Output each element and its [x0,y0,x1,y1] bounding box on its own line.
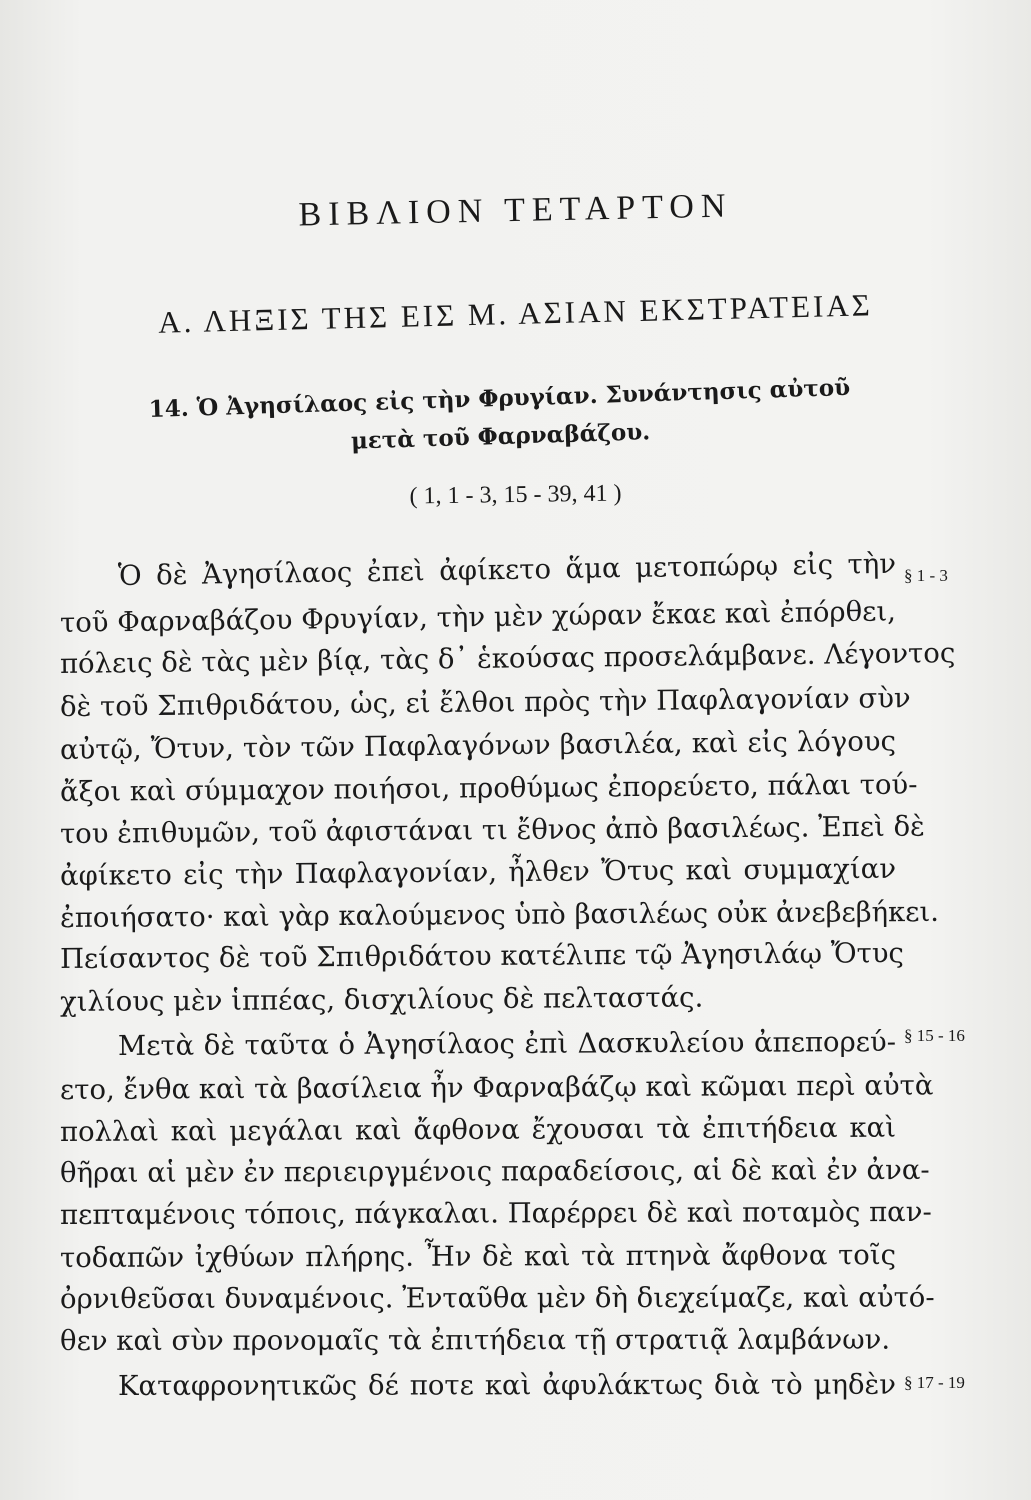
section-title: Α. ΛΗΞΙΣ ΤΗΣ ΕΙΣ Μ. ΑΣΙΑΝ ΕΚΣΤΡΑΤΕΙΑΣ [157,287,874,340]
text-line: πεπταμένοις τόποις, πάγκαλαι. Παρέρρει δὲ καὶ ποταμὸς παν- [59,1195,932,1231]
text-line: θῆραι αἱ μὲν ἐν περιειργμένοις παραδείσοις, αἱ δὲ καὶ ἐν ἀνα- [59,1153,930,1189]
margin-section-ref: § 17 - 19 [904,1373,965,1392]
margin-section-ref: § 1 - 3 [904,566,948,585]
text-line: ἄξοι καὶ σύμμαχον ποιήσοι, προθύμως ἐπορεύετο, πάλαι τού- [59,768,918,808]
chapter-heading [99,367,901,468]
chapter-number: 14. [148,394,190,424]
text-line: ἀφίκετο εἰς τὴν Παφλαγονίαν, ἦλθεν Ὄτυς καὶ συμμαχίαν [59,852,897,892]
text-line: τοδαπῶν ἰχθύων πλήρης. Ἦν δὲ καὶ τὰ πτηνὰ ἄφθονα τοῖς [59,1239,897,1274]
text-line: αὐτῷ, Ὄτυν, τὸν τῶν Παφλαγόνων βασιλέα, καὶ εἰς λόγους [59,725,897,766]
text-line: Ὁ δὲ Ἀγησίλαος ἐπεὶ ἀφίκετο ἅμα μετοπώρῳ εἰς τὴν [117,547,897,592]
text-line: ὀρνιθεῦσαι δυναμένοις. Ἐνταῦθα μὲν δὴ διεχείμαζε, καὶ αὐτό- [59,1281,935,1315]
chapter-title-part-1: Ὁ Ἀγησίλαος εἰς τὴν Φρυγίαν. Συνάντησις αὐτοῦ [196,373,851,422]
margin-section-ref: § 15 - 16 [904,1026,965,1045]
text-line: τοῦ Φαρναβάζου Φρυγίαν, τὴν μὲν χώραν ἔκαε καὶ ἐπόρθει, [59,595,897,639]
text-line: πόλεις δὲ τὰς μὲν βίᾳ, τὰς δ᾽ ἑκούσας προσελάμβανε. Λέγοντος [59,637,956,680]
text-line: Μετὰ δὲ ταῦτα ὁ Ἀγησίλαος ἐπὶ Δασκυλείου ἀπεπορεύ- [117,1025,897,1062]
text-line: θεν καὶ σὺν προνομαῖς τὰ ἐπιτήδεια τῇ στρατιᾷ λαμβάνων. [59,1323,891,1357]
chapter-title-part-2: μετὰ τοῦ Φαρναβάζου. [350,418,651,455]
text-line: ετο, ἔνθα καὶ τὰ βασίλεια ἦν Φαρναβάζῳ καὶ κῶμαι περὶ αὐτὰ [59,1069,934,1106]
book-title: ΒΙΒΛΙΟΝ ΤΕΤΑΡΤΟΝ [298,187,733,234]
text-line: ἐποιήσατο· καὶ γὰρ καλούμενος ὑπὸ βασιλέως οὐκ ἀνεβεβήκει. [59,895,940,934]
text-line: πολλαὶ καὶ μεγάλαι καὶ ἄφθονα ἔχουσαι τὰ ἐπιτήδεια καὶ [59,1111,897,1148]
text-line: δὲ τοῦ Σπιθριδάτου, ὡς, εἰ ἔλθοι πρὸς τὴν Παφλαγονίαν σὺν [59,682,911,723]
text-line: χιλίους μὲν ἱππέας, δισχιλίους δὲ πελταστάς. [59,981,704,1018]
text-line: Καταφρονητικῶς δέ ποτε καὶ ἀφυλάκτως διὰ τὸ μηδὲν [117,1368,897,1402]
text-line: του ἐπιθυμῶν, τοῦ ἀφιστάναι τι ἔθνος ἀπὸ βασιλέως. Ἐπεὶ δὲ [59,810,925,850]
text-line: Πείσαντος δὲ τοῦ Σπιθριδάτου κατέλιπε τῷ Ἀγησιλάῳ Ὄτυς [59,937,904,975]
source-reference: ( 1, 1 - 3, 15 - 39, 41 ) [409,480,622,510]
